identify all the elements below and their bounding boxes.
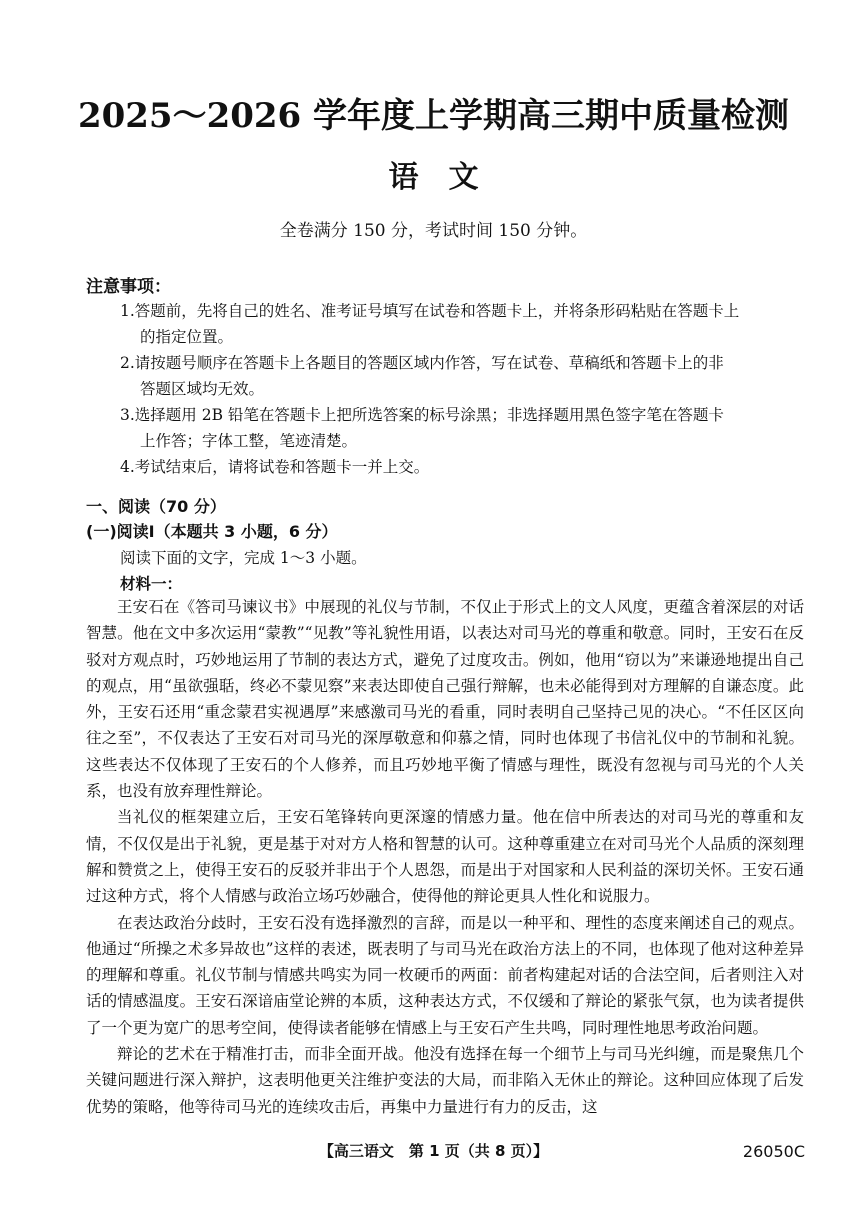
notice-item [120,298,810,350]
subsection-heading: (一)阅读Ⅰ（本题共 3 小题，6 分） [86,522,338,541]
notice-list [120,298,810,480]
material-label: 材料一： [120,574,183,593]
passage-paragraph: 王安石在《答司马谏议书》中展现的礼仪与节制，不仅止于形式上的文人风度，更蕴含着深层的对话智慧。他在文中多次运用“蒙教”“见教”等礼貌性用语，以表达对司马光的尊重和敬意。同时，王安石在反驳对方观点时，巧妙地运用了节制的表达方式，避免了过度攻击。例如，他用“窃以为”来谦逊地提出自己的观点，用“虽欲强聒，终必不蒙见察”来表达即使自己强行辩解，也未必能得到对方理解的自谦态度。此外，王安石还用“重念蒙君实视遇厚”来感激司马光的看重，同时表明自己坚持己见的决心。“不任区区向往之至”，不仅表达了王安石对司马光的深厚敬意和仰慕之情，同时也体现了书信礼仪中的节制和礼貌。这些表达不仅体现了王安石的个人修养，而且巧妙地平衡了情感与理性，既没有忽视与司马光的个人关系，也没有放弃理性辩论。 [86,598,804,801]
notice-item-text: 1.答题前，先将自己的姓名、准考证号填写在试卷和答题卡上，并将条形码粘贴在答题卡上 [120,302,740,320]
reading-instruction: 阅读下面的文字，完成 1～3 小题。 [120,549,367,567]
reading-passage [86,594,804,1120]
notice-item [120,350,810,402]
notice-item-text: 4.考试结束后，请将试卷和答题卡一并上交。 [120,458,430,476]
page-footer: 【高三语文 第 1 页（共 8 页）】 [318,1142,549,1160]
notice-item-continuation: 的指定位置。 [140,328,234,346]
notice-item-continuation: 上作答；字体工整，笔迹清楚。 [140,432,358,450]
notice-item [120,454,810,480]
page-title: 2025～2026 学年度上学期高三期中质量检测 [77,96,790,136]
notice-item-text: 3.选择题用 2B 铅笔在答题卡上把所选答案的标号涂黑；非选择题用黑色签字笔在答题卡 [120,406,724,424]
passage-paragraph: 辩论的艺术在于精准打击，而非全面开战。他没有选择在每一个细节上与司马光纠缠，而是聚焦几个关键问题进行深入辩护，这表明他更关注维护变法的大局，而非陷入无休止的辩论。这种回应体现了后发优势的策略，他等待司马光的连续攻击后，再集中力量进行有力的反击，这 [86,1045,804,1116]
notice-heading: 注意事项： [86,277,171,297]
paper-code: 26050C [742,1142,805,1161]
notice-item-text: 2.请按题号顺序在答题卡上各题目的答题区域内作答，写在试卷、草稿纸和答题卡上的非 [120,354,724,372]
passage-paragraph: 当礼仪的框架建立后，王安石笔锋转向更深邃的情感力量。他在信中所表达的对司马光的尊重和友情，不仅仅是出于礼貌，更是基于对对方人格和智慧的认可。这种尊重建立在对司马光个人品质的深刻理解和赞赏之上，使得王安石的反驳并非出于个人恩怨，而是出于对国家和人民利益的深切关怀。王安石通过这种方式，将个人情感与政治立场巧妙融合，使得他的辩论更具人性化和说服力。 [86,808,804,906]
passage-paragraph: 在表达政治分歧时，王安石没有选择激烈的言辞，而是以一种平和、理性的态度来阐述自己的观点。他通过“所操之术多异故也”这样的表述，既表明了与司马光在政治方法上的不同，也体现了他对这种差异的理解和尊重。礼仪节制与情感共鸣实为同一枚硬币的两面：前者构建起对话的合法空间，后者则注入对话的情感温度。王安石深谙庙堂论辨的本质，这种表达方式，不仅缓和了辩论的紧张气氛，也为读者提供了一个更为宽广的思考空间，使得读者能够在情感上与王安石产生共鸣，同时理性地思考政治问题。 [86,913,804,1037]
section-heading: 一、阅读（70 分） [86,497,226,516]
score-info: 全卷满分 150 分，考试时间 150 分钟。 [279,221,588,241]
notice-item [120,402,810,454]
notice-item-continuation: 答题区域均无效。 [140,380,265,398]
subject-title: 语 文 [388,160,479,195]
